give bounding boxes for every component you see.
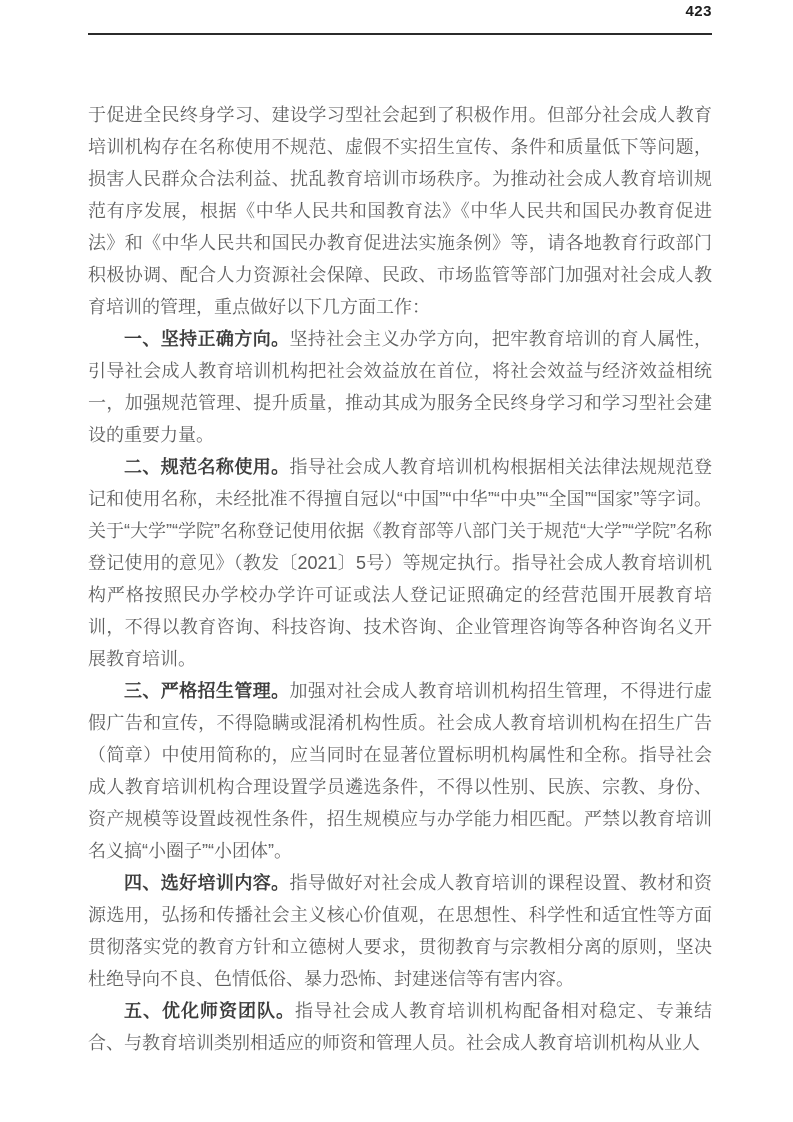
paragraph-continuation xyxy=(88,99,712,323)
page-content xyxy=(88,3,712,1059)
paragraph-lead: 一、坚持正确方向。 xyxy=(124,329,290,349)
paragraph-text: 加强对社会成人教育培训机构招生管理，不得进行虚假广告和宣传，不得隐瞒或混淆机构性质。社会成人教育培训机构在招生广告（简章）中使用简称的，应当同时在显著位置标明机构属性和全称。指导社会成人教育培训机构合理设置学员遴选条件，不得以性别、民族、宗教、身份、资产规模等设置歧视性条件，招生规模应与办学能力相匹配。严禁以教育培训名义搞“小圈子”“小团体”。 xyxy=(88,681,712,861)
paragraph-text: 坚持社会主义办学方向，把牢教育培训的育人属性，引导社会成人教育培训机构把社会效益放在首位，将社会效益与经济效益相统一，加强规范管理、提升质量，推动其成为服务全民终身学习和学习型社会建设的重要力量。 xyxy=(88,329,712,445)
paragraph-section-1 xyxy=(88,323,712,451)
paragraph-section-2 xyxy=(88,451,712,675)
paragraph-lead: 四、选好培训内容。 xyxy=(124,873,290,893)
paragraph-text: 指导做好对社会成人教育培训的课程设置、教材和资源选用，弘扬和传播社会主义核心价值观，在思想性、科学性和适宜性等方面贯彻落实党的教育方针和立德树人要求，贯彻教育与宗教相分离的原则，坚决杜绝导向不良、色情低俗、暴力恐怖、封建迷信等有害内容。 xyxy=(88,873,712,989)
page-number: 423 xyxy=(685,3,712,20)
paragraph-lead: 五、优化师资团队。 xyxy=(124,1001,295,1021)
paragraph-section-4 xyxy=(88,867,712,995)
document-body xyxy=(88,99,712,1059)
paragraph-text: 于促进全民终身学习、建设学习型社会起到了积极作用。但部分社会成人教育培训机构存在名称使用不规范、虚假不实招生宣传、条件和质量低下等问题，损害人民群众合法利益、扰乱教育培训市场秩序。为推动社会成人教育培训规范有序发展，根据《中华人民共和国教育法》《中华人民共和国民办教育促进法》和《中华人民共和国民办教育促进法实施条例》等，请各地教育行政部门积极协调、配合人力资源社会保障、民政、市场监管等部门加强对社会成人教育培训的管理，重点做好以下几方面工作： xyxy=(88,105,712,317)
paragraph-text: 指导社会成人教育培训机构根据相关法律法规规范登记和使用名称，未经批准不得擅自冠以“中国”“中华”“中央”“全国”“国家”等字词。关于“大学”“学院”名称登记使用依据《教育部等八部门关于规范“大学”“学院”名称登记使用的意见》（教发〔2021〕5号）等规定执行。指导社会成人教育培训机构严格按照民办学校办学许可证或法人登记证照确定的经营范围开展教育培训，不得以教育咨询、科技咨询、技术咨询、企业管理咨询等各种咨询名义开展教育培训。 xyxy=(88,457,712,669)
paragraph-text: 指导社会成人教育培训机构配备相对稳定、专兼结合、与教育培训类别相适应的师资和管理人员。社会成人教育培训机构从业人 xyxy=(88,1001,712,1053)
paragraph-section-3 xyxy=(88,675,712,867)
paragraph-lead: 三、严格招生管理。 xyxy=(124,681,290,701)
paragraph-section-5 xyxy=(88,995,712,1059)
header-rule xyxy=(88,33,712,35)
paragraph-lead: 二、规范名称使用。 xyxy=(124,457,290,477)
